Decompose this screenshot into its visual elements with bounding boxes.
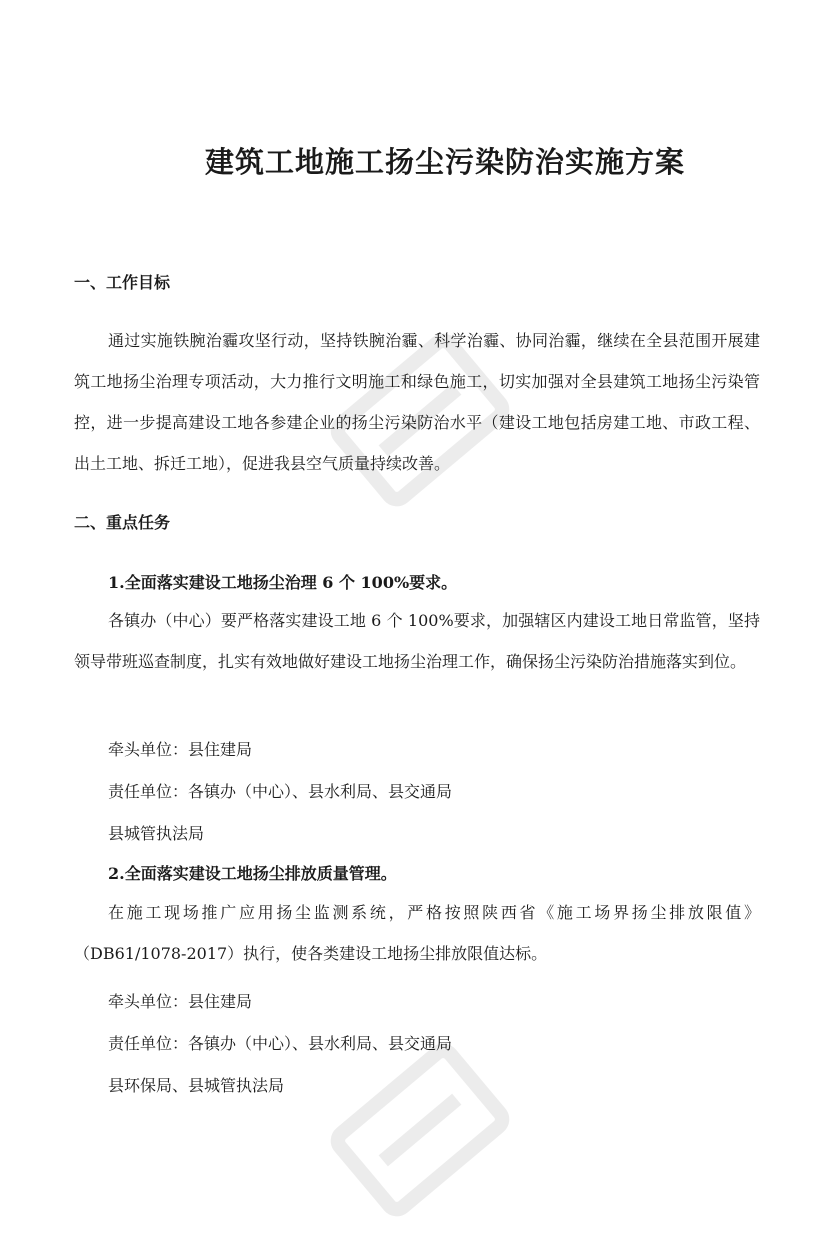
task1-title: 1.全面落实建设工地扬尘治理 6 个 100%要求。 [108,573,458,592]
section-heading-tasks: 二、重点任务 [74,513,171,532]
task2-paragraph: 在施工现场推广应用扬尘监测系统，严格按照陕西省《施工场界扬尘排放限值》（DB61/1078-2017）执行，使各类建设工地扬尘排放限值达标。 [74,903,760,963]
task2-title: 2.全面落实建设工地扬尘排放质量管理。 [108,864,397,883]
goals-paragraph: 通过实施铁腕治霾攻坚行动，坚持铁腕治霾、科学治霾、协同治霾，继续在全县范围开展建筑工地扬尘治理专项活动，大力推行文明施工和绿色施工，切实加强对全县建筑工地扬尘污染管控，进一步提高建设工地各参建企业的扬尘污染防治水平（建设工地包括房建工地、市政工程、出土工地、拆迁工地），促进我县空气质量持续改善。 [74,331,760,473]
section-heading-goals: 一、工作目标 [74,273,171,292]
task2-responsible-unit: 责任单位：各镇办（中心）、县水利局、县交通局 [108,1034,453,1053]
task2-responsible-cont: 县环保局、县城管执法局 [108,1076,285,1095]
task2-lead-unit: 牵头单位：县住建局 [108,992,253,1011]
task1-responsible-unit: 责任单位：各镇办（中心）、县水利局、县交通局 [108,782,453,801]
task1-responsible-cont: 县城管执法局 [108,824,205,843]
task1-paragraph: 各镇办（中心）要严格落实建设工地 6 个 100%要求，加强辖区内建设工地日常监管，坚持领导带班巡查制度，扎实有效地做好建设工地扬尘治理工作，确保扬尘污染防治措施落实到位。 [74,611,760,671]
page-title: 建筑工地施工扬尘污染防治实施方案 [204,145,685,179]
task1-lead-unit: 牵头单位：县住建局 [108,740,253,759]
